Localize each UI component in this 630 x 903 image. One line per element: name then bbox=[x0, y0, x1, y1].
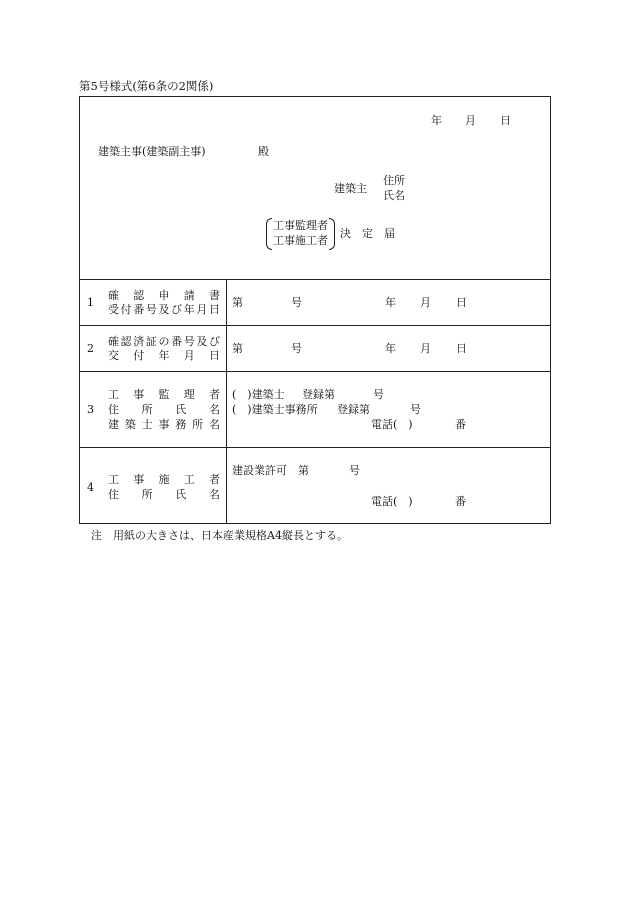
month-label: 月 bbox=[420, 342, 431, 355]
divider bbox=[79, 447, 551, 448]
architect-reg-suffix: 号 bbox=[373, 388, 384, 401]
office-reg-prefix: 登録第 bbox=[337, 403, 370, 416]
permit-suffix: 号 bbox=[349, 464, 360, 477]
day-label: 日 bbox=[456, 342, 467, 355]
row-label: 受付番号及び年月日 bbox=[108, 303, 220, 316]
column-divider bbox=[226, 279, 227, 524]
row-label: 工事施工者 bbox=[108, 473, 220, 486]
number-prefix: 第 bbox=[232, 342, 243, 355]
row-label: 交付年月日 bbox=[108, 349, 220, 362]
architect-qualification: ( )建築士 bbox=[232, 388, 285, 401]
bracket-left bbox=[266, 218, 272, 250]
row-label: 工事監理者 bbox=[108, 388, 220, 401]
footnote: 注 用紙の大きさは、日本産業規格A4縦長とする。 bbox=[91, 529, 348, 542]
divider bbox=[79, 325, 551, 326]
notice-option-supervisor: 工事監理者 bbox=[273, 219, 328, 232]
number-suffix: 号 bbox=[291, 342, 302, 355]
date-day: 日 bbox=[500, 114, 511, 127]
form-title: 第5号様式(第6条の2関係) bbox=[79, 79, 214, 93]
divider bbox=[79, 279, 551, 280]
row-number: 1 bbox=[87, 296, 94, 309]
phone-label: 電話( ) bbox=[371, 495, 413, 508]
row-number: 2 bbox=[87, 342, 94, 355]
row-label: 住所氏名 bbox=[108, 488, 220, 501]
divider bbox=[79, 371, 551, 372]
month-label: 月 bbox=[420, 296, 431, 309]
date-month: 月 bbox=[465, 114, 476, 127]
applicant-name: 氏名 bbox=[383, 189, 405, 202]
row-number: 3 bbox=[87, 403, 94, 416]
architect-reg-prefix: 登録第 bbox=[302, 388, 335, 401]
date-year: 年 bbox=[431, 114, 442, 127]
row-number: 4 bbox=[87, 481, 94, 494]
office-reg-suffix: 号 bbox=[410, 403, 421, 416]
construction-permit: 建設業許可 第 bbox=[232, 464, 309, 477]
phone-ban: 番 bbox=[455, 495, 466, 508]
row-label: 確認済証の番号及び bbox=[108, 335, 220, 348]
number-prefix: 第 bbox=[232, 296, 243, 309]
row-label: 建築士事務所名 bbox=[108, 418, 220, 431]
row-label: 確認申請書 bbox=[108, 289, 220, 302]
notice-kind: 決 定 届 bbox=[340, 227, 395, 240]
notice-option-contractor: 工事施工者 bbox=[273, 234, 328, 247]
day-label: 日 bbox=[456, 296, 467, 309]
phone-ban: 番 bbox=[455, 418, 466, 431]
addressee: 建築主事(建築副主事) bbox=[98, 145, 206, 158]
phone-label: 電話( ) bbox=[371, 418, 413, 431]
applicant-label: 建築主 bbox=[334, 182, 367, 195]
honorific: 殿 bbox=[258, 145, 269, 158]
year-label: 年 bbox=[385, 342, 396, 355]
office-qualification: ( )建築士事務所 bbox=[232, 403, 318, 416]
year-label: 年 bbox=[385, 296, 396, 309]
applicant-address: 住所 bbox=[383, 174, 405, 187]
row-label: 住所氏名 bbox=[108, 403, 220, 416]
bracket-right bbox=[329, 218, 335, 250]
number-suffix: 号 bbox=[291, 296, 302, 309]
